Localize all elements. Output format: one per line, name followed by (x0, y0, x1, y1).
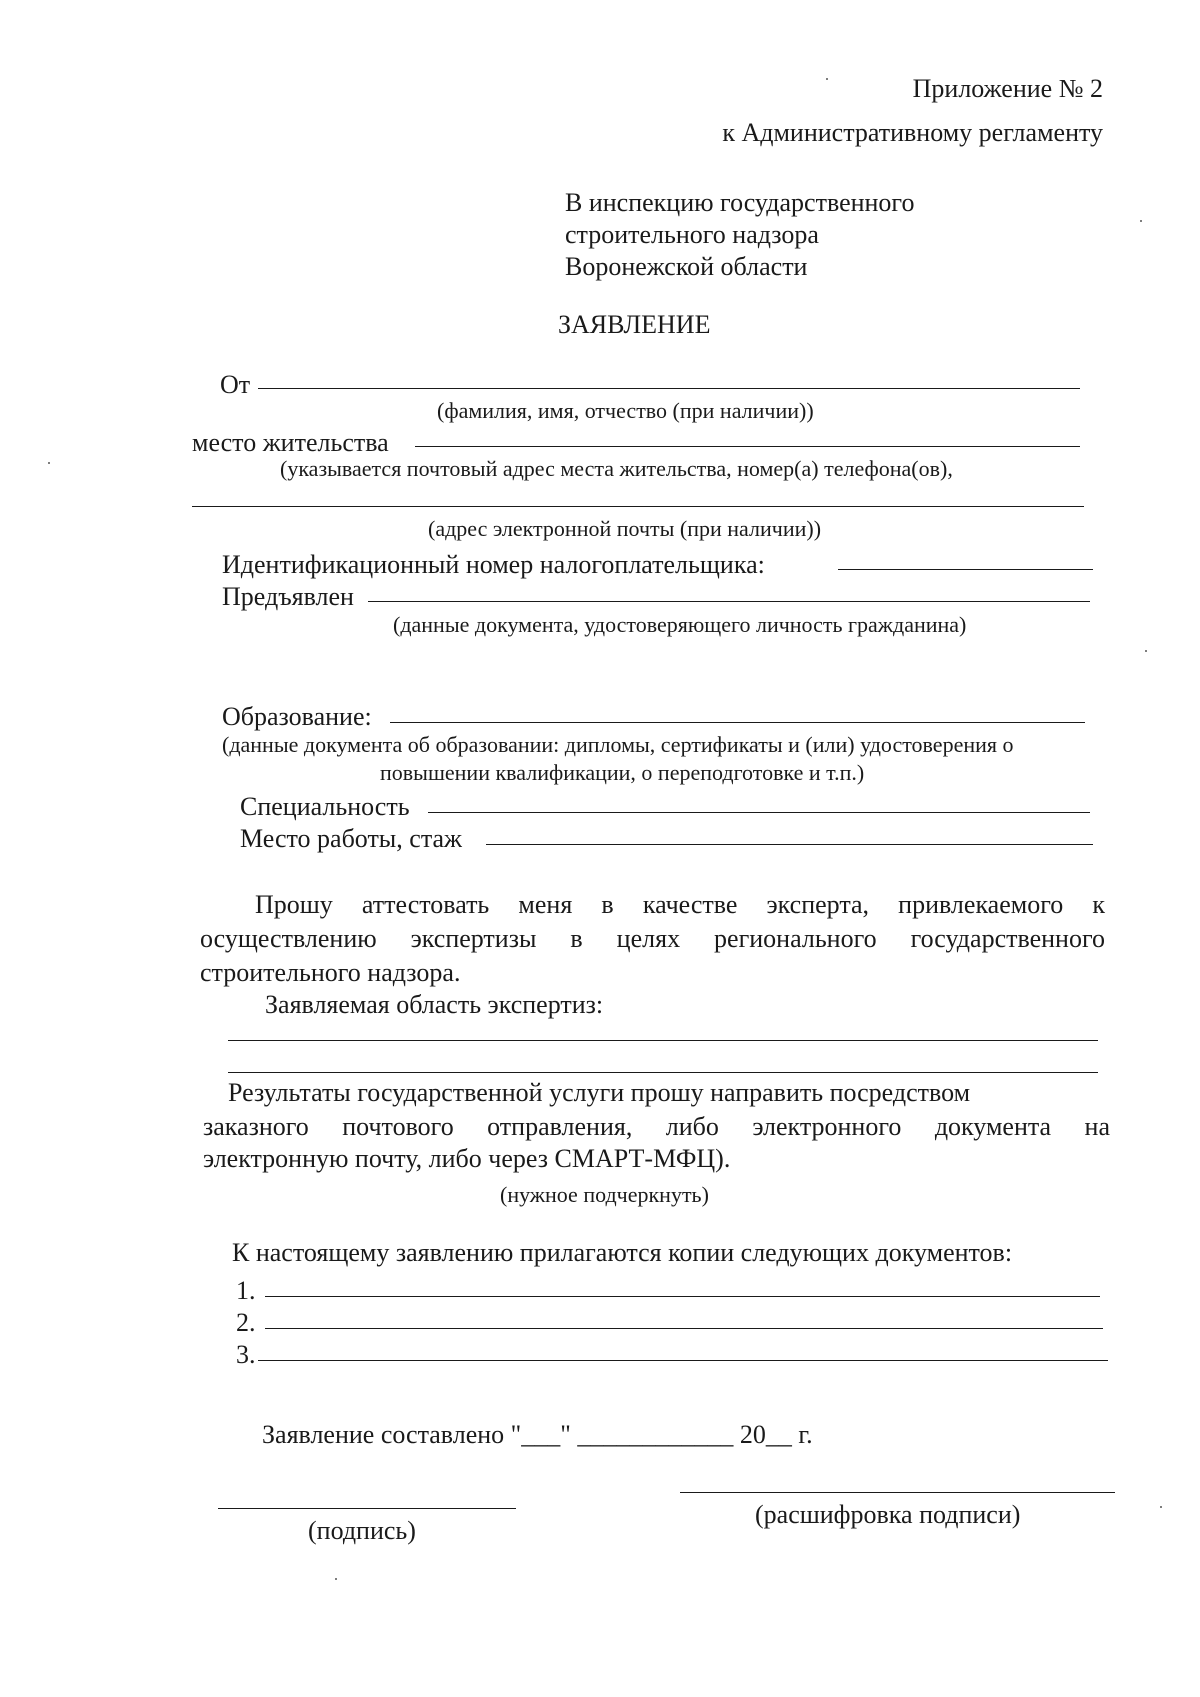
specialty-label: Специальность (240, 792, 410, 821)
residence-hint: (указывается почтовый адрес места жительства, номер(а) телефона(ов), (280, 456, 953, 481)
date-year-blank[interactable]: __ (765, 1420, 792, 1449)
signature-hint: (подпись) (308, 1516, 416, 1545)
date-quote-close: " (560, 1420, 571, 1449)
date-year-prefix: 20 (739, 1420, 766, 1449)
date-day-blank[interactable]: ___ (521, 1420, 561, 1449)
work-fill-line[interactable] (486, 844, 1093, 845)
attachment-line-2[interactable] (265, 1328, 1103, 1329)
from-fill-line[interactable] (258, 388, 1080, 389)
education-hint-1: (данные документа об образовании: дипломы, сертификаты и (или) удостоверения о (222, 732, 1014, 757)
expertise-scope-line-1[interactable] (228, 1040, 1098, 1041)
signature-decode-hint: (расшифровка подписи) (755, 1500, 1021, 1529)
request-line-2: осуществлению экспертизы в целях регионального государственного (200, 924, 1105, 953)
signature-line[interactable] (218, 1508, 516, 1509)
attachment-number-1: 1. (236, 1276, 256, 1305)
specialty-fill-line[interactable] (428, 812, 1090, 813)
scan-speck (1140, 220, 1142, 222)
presented-fill-line[interactable] (368, 601, 1090, 602)
email-hint: (адрес электронной почты (при наличии)) (428, 516, 822, 541)
attachment-number-2: 2. (236, 1308, 256, 1337)
expertise-scope-label: Заявляемая область экспертиз: (265, 990, 604, 1019)
inn-fill-line[interactable] (838, 569, 1093, 570)
from-label: От (220, 370, 251, 399)
presented-label: Предъявлен (222, 582, 354, 611)
date-row (262, 1420, 813, 1450)
inn-label: Идентификационный номер налогоплательщика: (222, 550, 765, 579)
date-year-suffix: г. (798, 1420, 813, 1449)
scan-speck (335, 1578, 337, 1580)
education-fill-line[interactable] (390, 722, 1085, 723)
email-fill-line[interactable] (192, 506, 1084, 507)
request-line-1: Прошу аттестовать меня в качестве эксперта, привлекаемого к (255, 890, 1105, 919)
attachment-number-3: 3. (236, 1340, 256, 1369)
delivery-hint: (нужное подчеркнуть) (500, 1182, 709, 1207)
attachment-line-3[interactable] (258, 1360, 1108, 1361)
education-hint-2: повышении квалификации, о переподготовке и т.п.) (380, 760, 865, 785)
scan-speck (1145, 650, 1147, 652)
delivery-line-2: заказного почтового отправления, либо электронного документа на (203, 1112, 1110, 1141)
expertise-scope-line-2[interactable] (228, 1072, 1098, 1073)
education-label: Образование: (222, 702, 372, 731)
attachment-line-1[interactable] (265, 1296, 1100, 1297)
appendix-number: Приложение № 2 (912, 74, 1103, 103)
delivery-line-1: Результаты государственной услуги прошу направить посредством (228, 1078, 971, 1107)
from-hint: (фамилия, имя, отчество (при наличии)) (437, 398, 814, 423)
addressee-line-1: В инспекцию государственного (565, 188, 915, 217)
residence-label: место жительства (192, 428, 389, 457)
request-line-3: строительного надзора. (200, 958, 461, 987)
attachments-label: К настоящему заявлению прилагаются копии следующих документов: (232, 1238, 1013, 1267)
regulation-reference: к Административному регламенту (722, 118, 1103, 147)
work-label: Место работы, стаж (240, 824, 463, 853)
document-title: ЗАЯВЛЕНИЕ (558, 310, 711, 339)
scan-speck (1160, 1506, 1162, 1508)
addressee-line-3: Воронежской области (565, 252, 808, 281)
signature-decode-line[interactable] (680, 1492, 1115, 1493)
date-prefix: Заявление составлено " (262, 1420, 522, 1449)
scan-speck (48, 462, 50, 464)
delivery-line-3: электронную почту, либо через СМАРТ-МФЦ). (203, 1144, 731, 1173)
addressee-line-2: строительного надзора (565, 220, 819, 249)
presented-hint: (данные документа, удостоверяющего личность гражданина) (393, 612, 967, 637)
residence-fill-line[interactable] (415, 446, 1080, 447)
scan-speck (826, 78, 828, 80)
date-month-blank[interactable]: ____________ (577, 1420, 734, 1449)
